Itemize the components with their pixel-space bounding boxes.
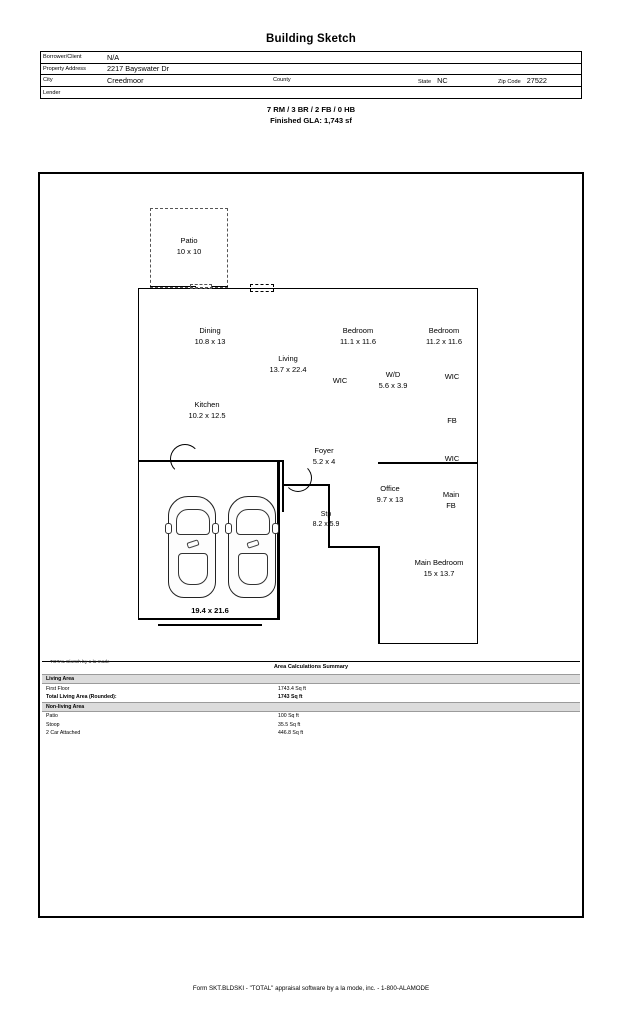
door-opening-patio [190, 284, 212, 289]
total-sketch-credit: TOTAL Sketch by a la mode [50, 660, 110, 665]
living-label: Living 13.7 x 22.4 [269, 354, 307, 374]
lender-row [41, 87, 581, 99]
property-header-table [40, 51, 582, 99]
main-fb-label: Main FB [442, 490, 460, 510]
window-opening-top [250, 284, 274, 292]
main-bedroom-label: Main Bedroom 15 x 13.7 [414, 558, 464, 578]
calc-label: 2 Car Attached [46, 730, 81, 737]
dining-label: Dining 10.8 x 13 [194, 326, 226, 346]
city-county-state-zip-row [41, 75, 581, 87]
calc-value: 446.8 Sq ft [278, 730, 304, 737]
property-address-value: 2217 Bayswater Dr [107, 64, 170, 74]
city-label: City [43, 77, 53, 84]
form-footer: Form SKT.BLDSKI - "TOTAL" appraisal software by a la mode, inc. - 1-800-ALAMODE [192, 985, 430, 992]
area-calculations-table [42, 674, 580, 738]
patio-label: Patio 10 x 10 [176, 236, 202, 256]
county-label: County [273, 77, 291, 84]
bedroom-1-label: Bedroom 11.1 x 11.6 [340, 326, 376, 346]
borrower-row [41, 52, 581, 64]
calc-value: 100 Sq ft [278, 713, 299, 720]
bedroom-2-label: Bedroom 11.2 x 11.6 [426, 326, 462, 346]
table-row [42, 729, 580, 738]
table-row [42, 684, 580, 693]
table-row [42, 721, 580, 730]
garage-door-line [158, 624, 262, 626]
page-title: Building Sketch [266, 33, 356, 45]
garage-dimension-label: 19.4 x 21.6 [191, 606, 229, 615]
state-label: State [418, 78, 432, 85]
wic-3-label: WIC [444, 454, 460, 463]
laundry-label: W/D 5.6 x 3.9 [378, 370, 408, 390]
wic-2-label: WIC [444, 372, 460, 381]
car-icon [168, 496, 216, 598]
kitchen-door-arc [170, 444, 200, 474]
zip-label: Zip Code [498, 78, 521, 85]
calc-label: First Floor [46, 685, 70, 692]
foyer-door-arc [284, 464, 312, 492]
sketch-frame [38, 172, 584, 918]
kitchen-label: Kitchen 10.2 x 12.5 [188, 400, 226, 420]
right-wing-left-wall [378, 546, 380, 644]
calc-value: 1743 Sq ft [278, 694, 303, 701]
property-address-row [41, 64, 581, 76]
area-calculations-title: Area Calculations Summary [273, 664, 349, 670]
state-value: NC [437, 75, 448, 85]
calc-value: 1743.4 Sq ft [278, 685, 306, 692]
calc-value: 35.5 Sq ft [278, 721, 301, 728]
garage-bottom-wall [138, 618, 280, 620]
city-value: Creedmoor [107, 75, 144, 85]
table-row [42, 712, 580, 721]
patio-connector-right [212, 286, 228, 287]
property-address-label: Property Address [43, 65, 86, 72]
foyer-vertical-wall [282, 460, 284, 512]
lender-label: Lender [43, 89, 61, 96]
stoop-label: Stp 8.2 x 5.9 [312, 511, 340, 528]
fb-1-label: FB [447, 416, 457, 425]
borrower-label: Borrower/Client [43, 54, 82, 61]
garage-right-wall [278, 460, 280, 620]
calc-label: Total Living Area (Rounded): [46, 694, 117, 701]
non-living-area-band: Non-living Area [42, 702, 580, 712]
calc-divider [42, 661, 580, 662]
borrower-value: N/A [107, 52, 120, 62]
floor-plan [40, 174, 582, 916]
calc-label: Stoop [46, 721, 60, 728]
foyer-divider-wall [138, 460, 284, 462]
car-icon [228, 496, 276, 598]
gla-line: Finished GLA: 1,743 sf [270, 116, 352, 125]
table-row [42, 693, 580, 702]
foyer-label: Foyer 5.2 x 4 [312, 446, 336, 466]
wic-1-label: WIC [332, 376, 348, 385]
room-count-line: 7 RM / 3 BR / 2 FB / 0 HB [266, 105, 356, 114]
zip-value: 27522 [526, 75, 547, 85]
calc-label: Patio [46, 713, 58, 720]
living-area-band: Living Area [42, 674, 580, 684]
stair-wall-bottom [328, 546, 380, 548]
office-label: Office 9.7 x 13 [376, 484, 404, 504]
room-summary [0, 104, 622, 126]
